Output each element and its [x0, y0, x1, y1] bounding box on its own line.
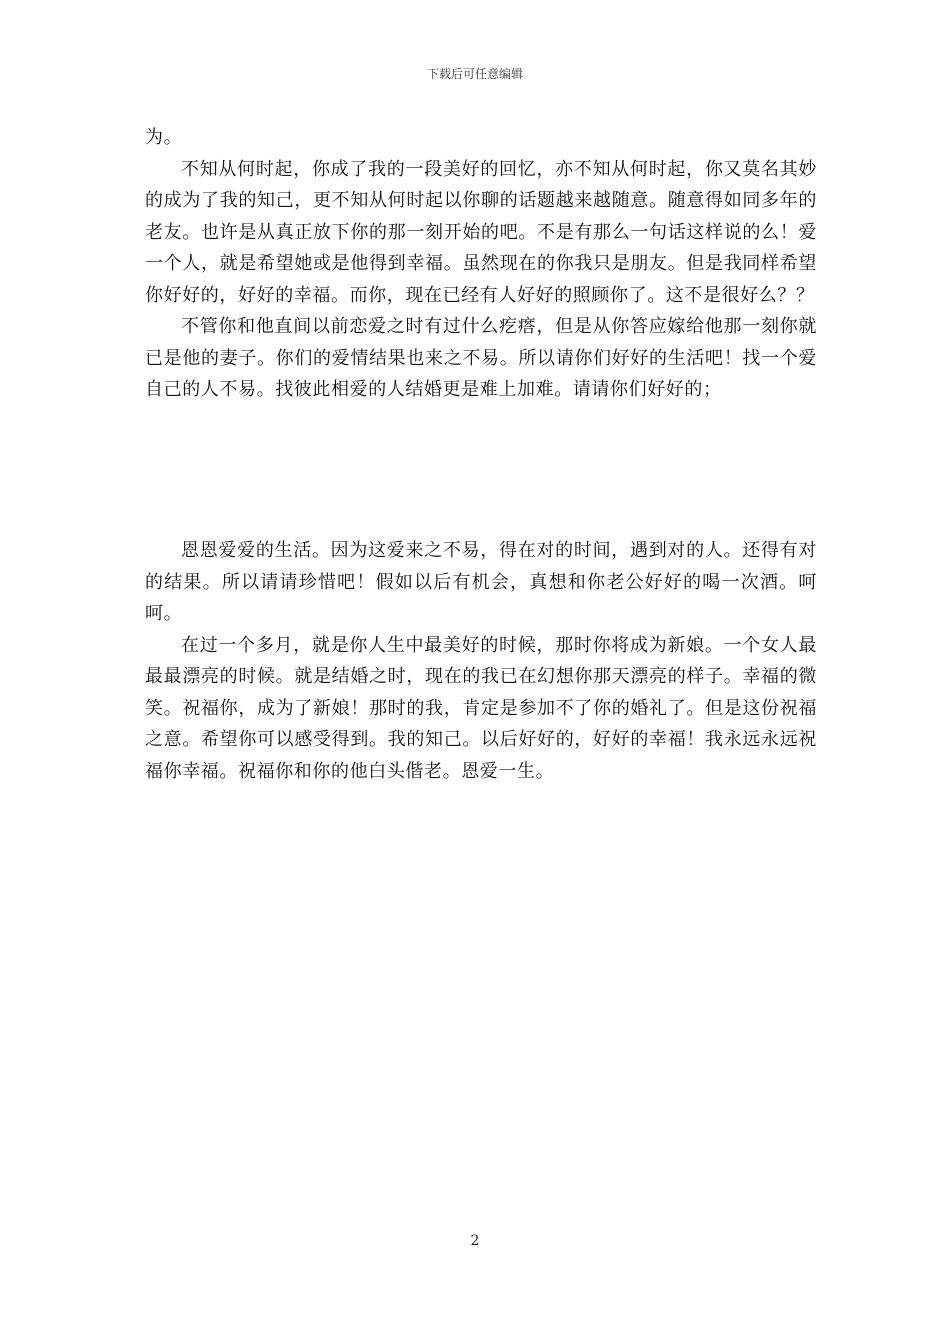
paragraph-memory: 不知从何时起，你成了我的一段美好的回忆，亦不知从何时起，你又莫名其妙的成为了我的知己，更不知从何时起以你聊的话题越来越随意。随意得如同多年的老友。也许是从真正放下你的那一刻开始的吧。不是有那么一句话这样说的么！爱一个人，就是希望她或是他得到幸福。虽然现在的你我只是朋友。但是我同样希望你好好的，好好的幸福。而你，现在已经有人好好的照顾你了。这不是很好么？？ [145, 158, 817, 306]
page-number: 2 [470, 1233, 480, 1249]
paragraph-continuation: 为。 [145, 127, 183, 148]
paragraph-cherish: 恩恩爱爱的生活。因为这爱来之不易，得在对的时间，遇到对的人。还得有对的结果。所以请请珍惜吧！假如以后有机会，真想和你老公好好的喝一次酒。呵呵。 [145, 540, 817, 624]
page-header-note: 下载后可任意编辑 [426, 67, 523, 81]
paragraph-blessing: 在过一个多月，就是你人生中最美好的时候，那时你将成为新娘。一个女人最最最漂亮的时候。就是结婚之时，现在的我已在幻想你那天漂亮的样子。幸福的微笑。祝福你，成为了新娘！那时的我，肯定是参加不了你的婚礼了。但是这份祝福之意。希望你可以感受得到。我的知己。以后好好的，好好的幸福！我永远永远祝福你幸福。祝福你和你的他白头偕老。恩爱一生。 [145, 634, 817, 782]
text-block-bottom [145, 535, 817, 787]
paragraph-marriage: 不管你和他直间以前恋爱之时有过什么疙瘩，但是从你答应嫁给他那一刻你就已是他的妻子。你们的爱情结果也来之不易。所以请你们好好的生活吧！找一个爱自己的人不易。找彼此相爱的人结婚更是难上加难。请请你们好好的； [145, 316, 817, 400]
text-block-top [145, 122, 817, 406]
